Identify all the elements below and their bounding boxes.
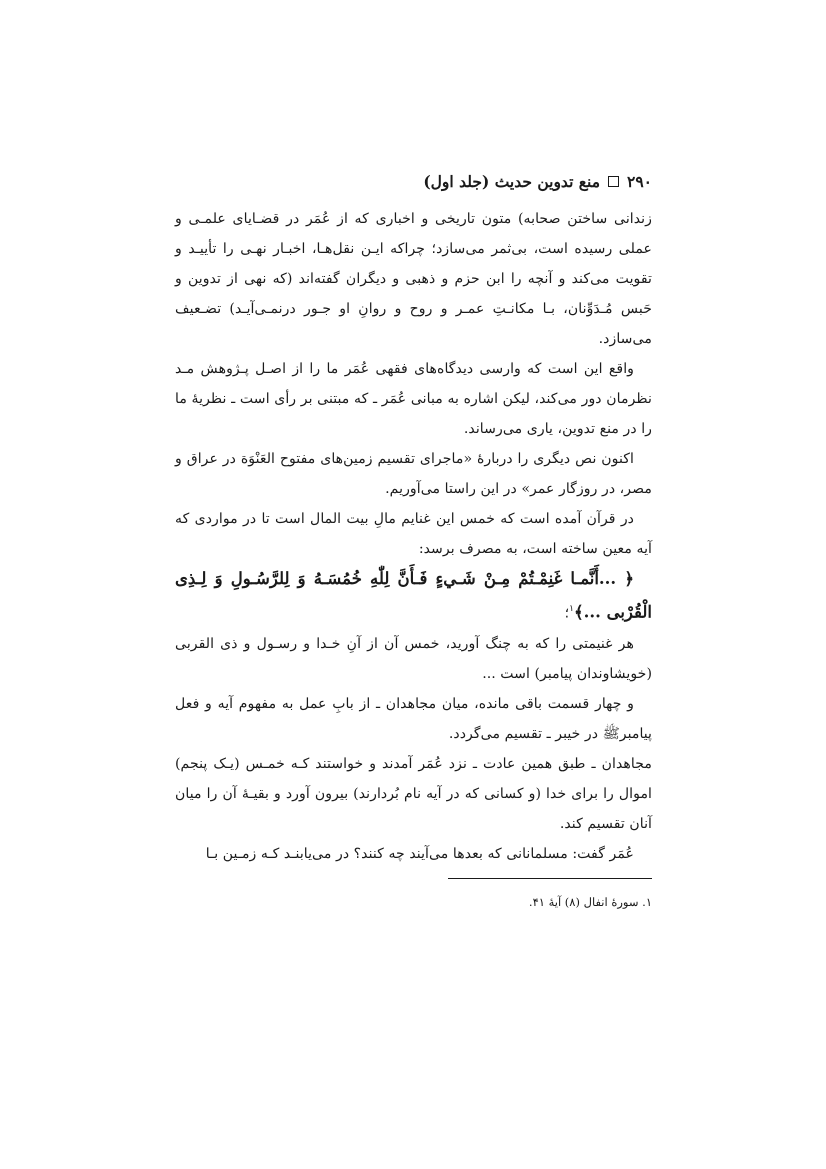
footnotes [175,892,652,912]
paragraph-8: عُمَر گفت: مسلمانانی که بعدها می‌آیند چه کنند؟ در می‌یابنـد کـه زمـین بـا [205,845,634,862]
footnote-divider [448,878,652,879]
paragraph-4: در قرآن آمده است که خمس این غنایم مالِ بیت المال است تا در مواردی که آیه معین ساخته است، به مصرف برسد: [175,511,652,557]
quran-verse-text: ﴿ ...أَنَّمـا غَنِمْـتُمْ مِـنْ شَـيءٍ فَـأَنَّ لِلّٰهِ خُمُسَـهُ وَ لِلرَّسُـولِ وَ لِـذِی الْقُرْبی ...﴾ [175,569,652,622]
square-bullet-icon [608,176,619,187]
book-title: منع تدوین حدیث (جلد اول) [423,171,601,191]
page-number: ۲۹۰ [627,171,652,191]
verse-end-mark: ؛ [564,605,570,622]
quran-verse [175,564,652,629]
paragraph-7: مجاهدان ـ طبق همین عادت ـ نزد عُمَر آمدند و خواستند کـه خمـس (یـک پنجم) اموال را برای خدا (و کسانی که در آیه نام بُردارند) بیرون آورد و بقیـهٔ آن را میان آنان تقسیم کند. [175,755,652,832]
paragraph-6: و چهار قسمت باقی مانده، میان مجاهدان ـ از بابِ عمل به مفهوم آیه و فعل پیامبرﷺ در خیبر ـ تقسیم می‌گردد. [175,695,652,742]
paragraph-2: واقع این است که وارسی دیدگاه‌های فقهی عُمَر ما را از اصـل پـژوهش مـد نظرمان دور می‌کند، لیکن اشاره به مبانی عُمَر ـ که مبتنی بر رأی است ـ نظریهٔ ما را در منع تدوین، یاری می‌رساند. [175,361,652,437]
paragraph-1: زندانی ساختن صحابه) متون تاریخی و اخباری که از عُمَر در قضـایای علمـی و عملی رسیده است، بی‌ثمر می‌سازد؛ چراکه ایـن نقل‌هـا، اخبـار نهـی را تأییـد و تقویت می‌کند و آنچه را ابن حزم و ذهبی و دیگران گفته‌اند (که نهی از تدوین و حَبس مُـدَوِّنان، بـا مکانـتِ عمـر و روح و روانِ او جـور درنمـی‌آیـد) تضـعیف می‌سازد. [175,211,652,347]
running-header [175,166,652,196]
page-body [175,166,652,869]
footnote-1: ۱. سورهٔ انفال (۸) آیهٔ ۴۱. [528,895,652,909]
paragraph-3: اکنون نص دیگری را دربارهٔ «ماجرای تقسیم زمین‌های مفتوح العَنْوَة در عراق و مصر، در روزگار عمر» در این راستا می‌آوریم. [175,451,652,497]
footnote-reference[interactable]: ۱ [569,604,574,614]
paragraph-5: هر غنیمتی را که به چنگ آورید، خمس آن از آنِ خـدا و رسـول و ذی القربی (خویشاوندان پیامبر) است ... [175,635,652,682]
